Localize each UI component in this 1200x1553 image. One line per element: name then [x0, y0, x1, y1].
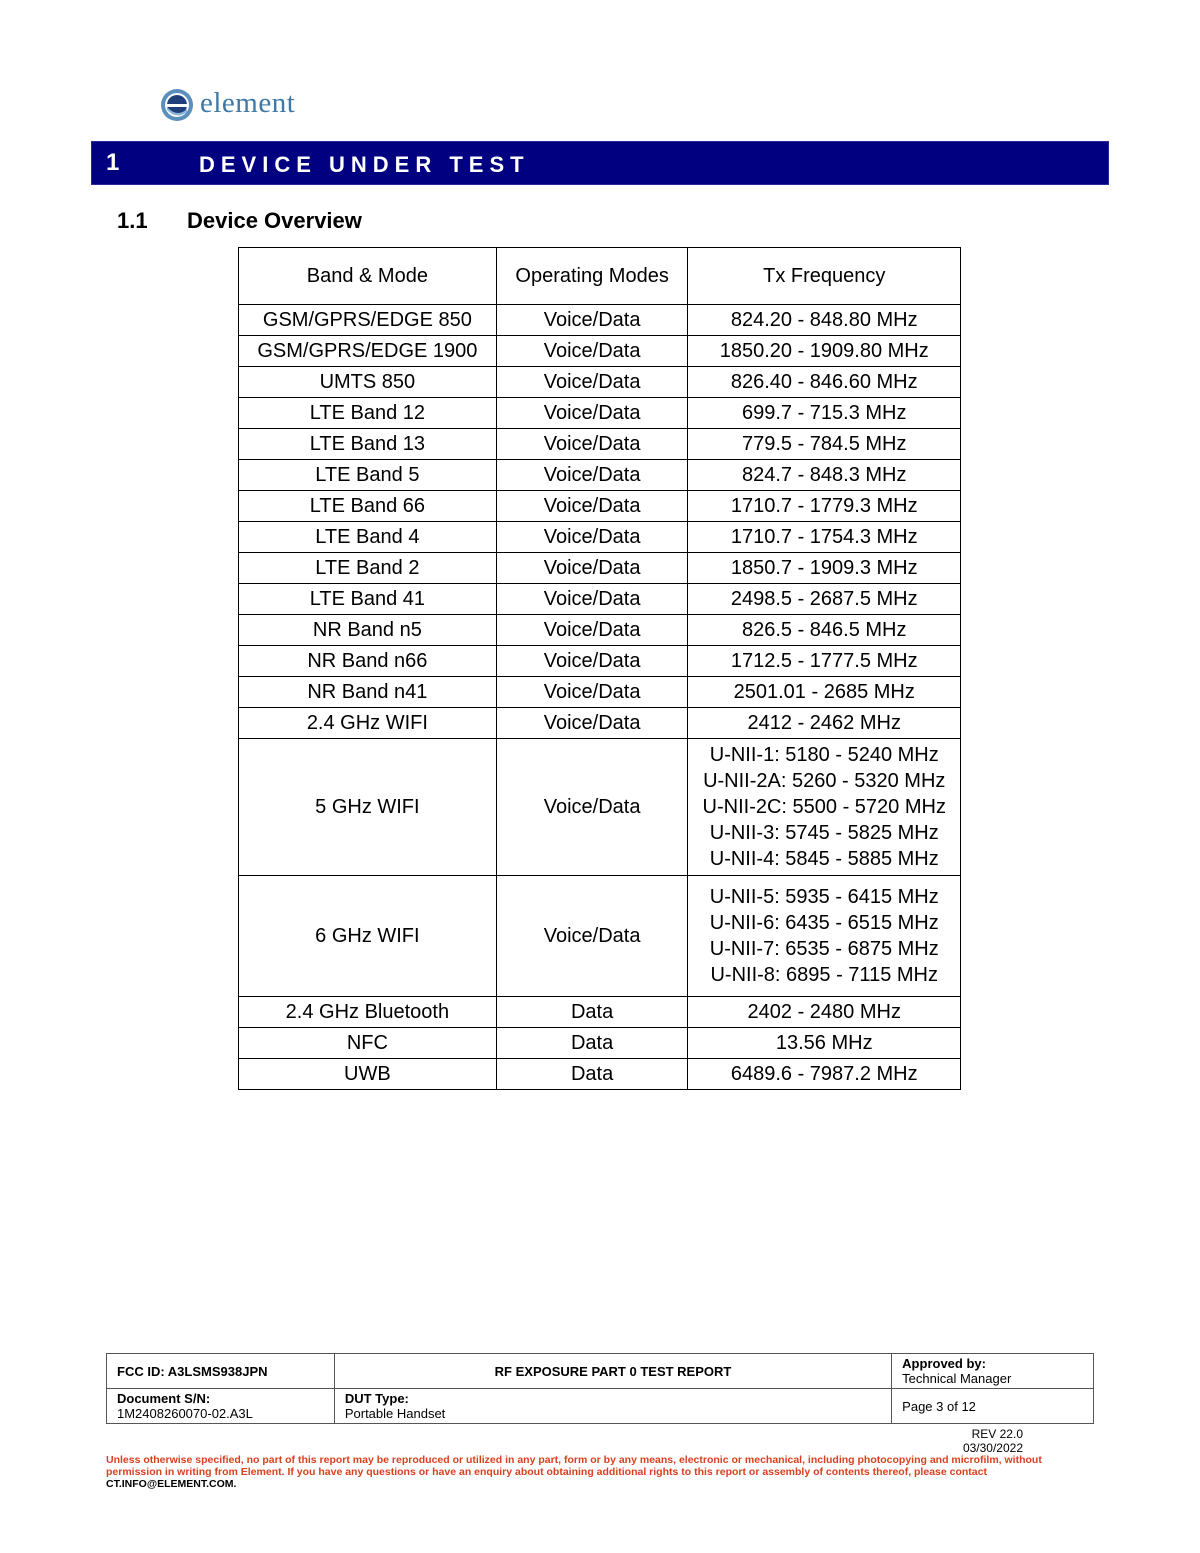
band-cell: LTE Band 4: [239, 522, 497, 553]
frequency-line: U-NII-5: 5935 - 6415 MHz: [709, 886, 939, 908]
band-cell: NR Band n41: [239, 677, 497, 708]
approval-cell: [892, 1354, 1094, 1389]
column-header-band: Band & Mode: [239, 248, 497, 305]
frequency-line: U-NII-6: 6435 - 6515 MHz: [709, 912, 939, 934]
band-cell: NR Band n66: [239, 646, 497, 677]
element-logo: [160, 88, 295, 122]
frequency-cell: 699.7 - 715.3 MHz: [688, 398, 961, 429]
subsection-heading: [117, 208, 362, 234]
element-logo-icon: [160, 88, 194, 122]
logo-wordmark: element: [200, 86, 296, 119]
disclaimer-period: .: [233, 1478, 237, 1490]
frequency-cell: 2402 - 2480 MHz: [688, 997, 961, 1028]
doc-sn-label: Document S/N:: [117, 1391, 211, 1406]
frequency-cell: 1712.5 - 1777.5 MHz: [688, 646, 961, 677]
table-row-5ghz-wifi: [239, 739, 961, 876]
table-row: [239, 584, 961, 615]
frequency-line: U-NII-8: 6895 - 7115 MHz: [710, 964, 938, 986]
band-cell: GSM/GPRS/EDGE 1900: [239, 336, 497, 367]
mode-cell: Voice/Data: [496, 305, 688, 336]
dut-cell: [334, 1389, 891, 1424]
mode-cell: Voice/Data: [496, 522, 688, 553]
table-row: [239, 997, 961, 1028]
mode-cell: Data: [496, 997, 688, 1028]
frequency-cell: 13.56 MHz: [688, 1028, 961, 1059]
band-cell: LTE Band 5: [239, 460, 497, 491]
frequency-cell: 1850.20 - 1909.80 MHz: [688, 336, 961, 367]
approved-label: Approved by:: [902, 1356, 986, 1371]
mode-cell: Voice/Data: [496, 367, 688, 398]
frequency-cell-multi: [688, 876, 961, 997]
doc-sn-cell: [107, 1389, 335, 1424]
frequency-cell-multi: [688, 739, 961, 876]
mode-cell: Voice/Data: [496, 876, 688, 997]
frequency-cell: 779.5 - 784.5 MHz: [688, 429, 961, 460]
frequency-line: U-NII-2C: 5500 - 5720 MHz: [702, 796, 946, 818]
table-row: [239, 677, 961, 708]
table-row: [239, 553, 961, 584]
mode-cell: Voice/Data: [496, 553, 688, 584]
band-cell: NR Band n5: [239, 615, 497, 646]
frequency-cell: 1710.7 - 1754.3 MHz: [688, 522, 961, 553]
dut-label: DUT Type:: [344, 1391, 409, 1406]
table-row: [239, 460, 961, 491]
mode-cell: Voice/Data: [496, 615, 688, 646]
frequency-line: U-NII-2A: 5260 - 5320 MHz: [703, 770, 946, 792]
mode-cell: Voice/Data: [496, 491, 688, 522]
frequency-line: U-NII-1: 5180 - 5240 MHz: [709, 744, 939, 766]
table-row: [239, 367, 961, 398]
table-row: [239, 1059, 961, 1090]
mode-cell: Voice/Data: [496, 398, 688, 429]
band-cell: 6 GHz WIFI: [239, 876, 497, 997]
frequency-cell: 826.40 - 846.60 MHz: [688, 367, 961, 398]
frequency-cell: 826.5 - 846.5 MHz: [688, 615, 961, 646]
footer-info-table: [106, 1353, 1094, 1424]
band-cell: LTE Band 66: [239, 491, 497, 522]
table-row: [239, 336, 961, 367]
mode-cell: Voice/Data: [496, 708, 688, 739]
section-number: 1: [106, 149, 120, 176]
table-row-6ghz-wifi: [239, 876, 961, 997]
table-row: [239, 522, 961, 553]
frequency-cell: 6489.6 - 7987.2 MHz: [688, 1059, 961, 1090]
revision-block: [963, 1427, 1023, 1455]
mode-cell: Voice/Data: [496, 739, 688, 876]
table-row: [239, 491, 961, 522]
mode-cell: Voice/Data: [496, 336, 688, 367]
section-header-bar: [91, 141, 1109, 185]
table-row: [239, 646, 961, 677]
band-cell: 2.4 GHz WIFI: [239, 708, 497, 739]
mode-cell: Voice/Data: [496, 460, 688, 491]
frequency-cell: 2412 - 2462 MHz: [688, 708, 961, 739]
band-cell: LTE Band 13: [239, 429, 497, 460]
table-row: [239, 398, 961, 429]
mode-cell: Data: [496, 1059, 688, 1090]
frequency-cell: 824.20 - 848.80 MHz: [688, 305, 961, 336]
report-title: RF EXPOSURE PART 0 TEST REPORT: [334, 1354, 891, 1389]
mode-cell: Voice/Data: [496, 429, 688, 460]
frequency-cell: 2498.5 - 2687.5 MHz: [688, 584, 961, 615]
copyright-disclaimer: [106, 1454, 1096, 1490]
table-row: [239, 305, 961, 336]
mode-cell: Data: [496, 1028, 688, 1059]
band-cell: 2.4 GHz Bluetooth: [239, 997, 497, 1028]
table-header-row: [239, 248, 961, 305]
device-overview-table: [238, 247, 961, 1090]
subsection-title: Device Overview: [187, 208, 362, 233]
frequency-line: U-NII-3: 5745 - 5825 MHz: [709, 822, 939, 844]
frequency-cell: 2501.01 - 2685 MHz: [688, 677, 961, 708]
mode-cell: Voice/Data: [496, 584, 688, 615]
band-cell: GSM/GPRS/EDGE 850: [239, 305, 497, 336]
doc-sn-value: 1M2408260070-02.A3L: [117, 1406, 253, 1421]
dut-value: Portable Handset: [344, 1406, 446, 1421]
table-row: [239, 615, 961, 646]
revision: REV 22.0: [971, 1427, 1023, 1441]
band-cell: LTE Band 2: [239, 553, 497, 584]
frequency-cell: 1710.7 - 1779.3 MHz: [688, 491, 961, 522]
mode-cell: Voice/Data: [496, 677, 688, 708]
table-row: [239, 1028, 961, 1059]
column-header-modes: Operating Modes: [496, 248, 688, 305]
revision-date: 03/30/2022: [962, 1441, 1023, 1455]
band-cell: UWB: [239, 1059, 497, 1090]
section-title: DEVICE UNDER TEST: [199, 152, 530, 177]
contact-email-link[interactable]: CT.INFO@ELEMENT.COM: [106, 1478, 234, 1490]
disclaimer-text: Unless otherwise specified, no part of this report may be reproduced or utilized in any part, form or by any means, electronic or mechanical, including photocopying and microfilm, without permission in writing from Element. If you have any questions or have an enquiry about obtaining additional rights to this report or assembly of contents thereof, please contact: [106, 1454, 1042, 1478]
band-cell: 5 GHz WIFI: [239, 739, 497, 876]
band-cell: UMTS 850: [239, 367, 497, 398]
frequency-line: U-NII-7: 6535 - 6875 MHz: [709, 938, 939, 960]
table-row: [239, 708, 961, 739]
mode-cell: Voice/Data: [496, 646, 688, 677]
table-row: [239, 429, 961, 460]
band-cell: NFC: [239, 1028, 497, 1059]
band-cell: LTE Band 41: [239, 584, 497, 615]
fcc-id: FCC ID: A3LSMS938JPN: [107, 1354, 335, 1389]
page-number: Page 3 of 12: [892, 1389, 1094, 1424]
band-cell: LTE Band 12: [239, 398, 497, 429]
column-header-frequency: Tx Frequency: [688, 248, 961, 305]
subsection-number: 1.1: [117, 208, 148, 233]
frequency-line: U-NII-4: 5845 - 5885 MHz: [709, 848, 939, 870]
frequency-cell: 824.7 - 848.3 MHz: [688, 460, 961, 491]
frequency-cell: 1850.7 - 1909.3 MHz: [688, 553, 961, 584]
approved-value: Technical Manager: [902, 1371, 1012, 1386]
